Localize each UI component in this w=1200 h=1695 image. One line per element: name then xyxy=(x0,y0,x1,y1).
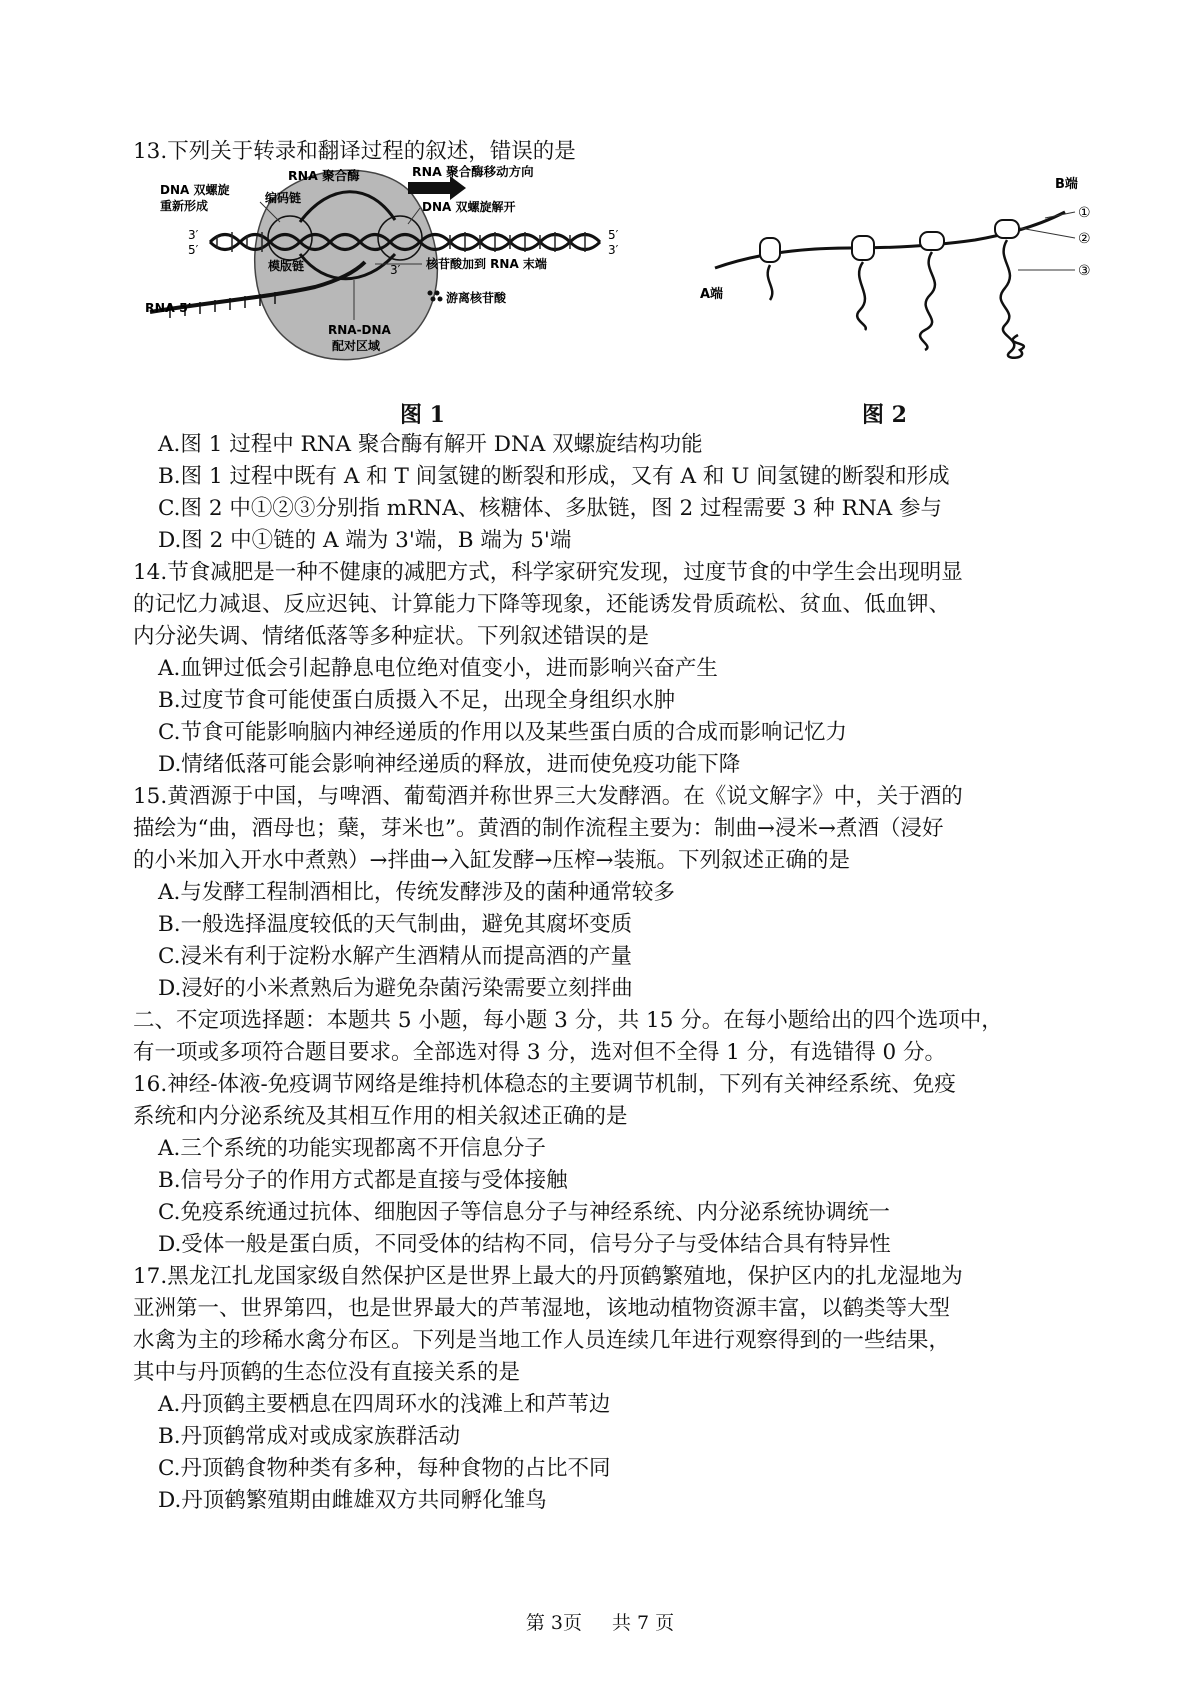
label-pair-2: 配对区域 xyxy=(332,339,381,353)
direction-arrow-icon xyxy=(408,176,466,200)
label-a-end: A端 xyxy=(700,287,724,302)
q17-stem-line-3: 水禽为主的珍稀水禽分布区。下列是当地工作人员连续几年进行观察得到的一些结果， xyxy=(133,1328,951,1353)
q13-option-c: C.图 2 中①②③分别指 mRNA、核糖体、多肽链，图 2 过程需要 3 种 RNA 参与 xyxy=(158,496,943,521)
figure-1-caption: 图 1 xyxy=(400,402,445,428)
q17-stem-line-1: 17.黑龙江扎龙国家级自然保护区是世界上最大的丹顶鹤繁殖地，保护区内的扎龙湿地为 xyxy=(133,1264,963,1289)
label-m2: ② xyxy=(1078,231,1091,247)
q16-option-a: A.三个系统的功能实现都离不开信息分子 xyxy=(158,1136,546,1161)
section2-instructions-line-2: 有一项或多项符合题目要求。全部选对得 3 分，选对但不全得 1 分，有选错得 0 分。 xyxy=(133,1040,947,1065)
q13-stem: 13.下列关于转录和翻译过程的叙述，错误的是 xyxy=(133,139,576,164)
q16-option-c: C.免疫系统通过抗体、细胞因子等信息分子与神经系统、内分泌系统协调统一 xyxy=(158,1200,891,1225)
label-m3: ③ xyxy=(1078,263,1091,279)
figure-2-caption: 图 2 xyxy=(862,402,907,428)
q15-option-b: B.一般选择温度较低的天气制曲，避免其腐坏变质 xyxy=(158,912,633,937)
label-polymerase: RNA 聚合酶 xyxy=(288,168,360,183)
label-m1: ① xyxy=(1078,205,1091,221)
q14-stem-line-2: 的记忆力减退、反应迟钝、计算能力下降等现象，还能诱发骨质疏松、贫血、低血钾、 xyxy=(133,592,951,617)
q17-stem-line-4: 其中与丹顶鹤的生态位没有直接关系的是 xyxy=(133,1360,521,1385)
label-pair-1: RNA-DNA xyxy=(328,323,391,337)
q15-option-c: C.浸米有利于淀粉水解产生酒精从而提高酒的产量 xyxy=(158,944,633,969)
label-free-nt: 游离核苷酸 xyxy=(446,291,507,305)
label-rna5: RNA 5′ xyxy=(145,300,192,315)
q14-stem-line-3: 内分泌失调、情绪低落等多种症状。下列叙述错误的是 xyxy=(133,624,650,649)
label-right-5: 5′ xyxy=(608,228,619,242)
translation-diagram xyxy=(700,170,1110,370)
label-reform-1: DNA 双螺旋 xyxy=(160,183,230,197)
figure-1 xyxy=(145,162,680,398)
section2-instructions-line-1: 二、不定项选择题：本题共 5 小题，每小题 3 分，共 15 分。在每小题给出的四个选项中， xyxy=(133,1008,1003,1033)
polypeptide-chains xyxy=(768,240,1024,358)
label-b-end: B端 xyxy=(1055,177,1078,192)
q14-option-c: C.节食可能影响脑内神经递质的作用以及某些蛋白质的合成而影响记忆力 xyxy=(158,720,848,745)
q13-option-b: B.图 1 过程中既有 A 和 T 间氢键的断裂和形成，又有 A 和 U 间氢键的断裂和形成 xyxy=(158,464,950,489)
q17-option-b: B.丹顶鹤常成对或成家族群活动 xyxy=(158,1424,461,1449)
q17-option-c: C.丹顶鹤食物种类有多种，每种食物的占比不同 xyxy=(158,1456,611,1481)
q14-option-d: D.情绪低落可能会影响神经递质的释放，进而使免疫功能下降 xyxy=(158,752,741,777)
page-total: 共 7 页 xyxy=(612,1612,675,1634)
q14-option-b: B.过度节食可能使蛋白质摄入不足，出现全身组织水肿 xyxy=(158,688,676,713)
q16-stem-line-1: 16.神经-体液-免疫调节网络是维持机体稳态的主要调节机制，下列有关神经系统、免疫 xyxy=(133,1072,956,1097)
q16-option-d: D.受体一般是蛋白质，不同受体的结构不同，信号分子与受体结合具有特异性 xyxy=(158,1232,891,1257)
q15-stem-line-1: 15.黄酒源于中国，与啤酒、葡萄酒并称世界三大发酵酒。在《说文解字》中，关于酒的 xyxy=(133,784,963,809)
q17-option-a: A.丹顶鹤主要栖息在四周环水的浅滩上和芦苇边 xyxy=(158,1392,611,1417)
q16-stem-line-2: 系统和内分泌系统及其相互作用的相关叙述正确的是 xyxy=(133,1104,628,1129)
label-mid-3: 3′ xyxy=(390,263,401,277)
q17-option-d: D.丹顶鹤繁殖期由雌雄双方共同孵化雏鸟 xyxy=(158,1488,547,1513)
q13-option-d: D.图 2 中①链的 A 端为 3'端，B 端为 5'端 xyxy=(158,528,572,553)
q15-option-a: A.与发酵工程制酒相比，传统发酵涉及的菌种通常较多 xyxy=(158,880,675,905)
figure-2 xyxy=(700,170,1110,374)
page-footer xyxy=(0,1608,1200,1635)
ribosomes xyxy=(760,220,1019,262)
label-left-3: 3′ xyxy=(188,228,199,242)
q15-stem-line-2: 描绘为“曲，酒母也；蘖，芽米也”。黄酒的制作流程主要为：制曲→浸米→煮酒（浸好 xyxy=(133,816,944,841)
q14-option-a: A.血钾过低会引起静息电位绝对值变小，进而影响兴奋产生 xyxy=(158,656,718,681)
label-coding: 编码链 xyxy=(265,191,302,205)
q17-stem-line-2: 亚洲第一、世界第四，也是世界最大的芦苇湿地，该地动植物资源丰富，以鹤类等大型 xyxy=(133,1296,951,1321)
label-direction: RNA 聚合酶移动方向 xyxy=(412,164,534,179)
q13-option-a: A.图 1 过程中 RNA 聚合酶有解开 DNA 双螺旋结构功能 xyxy=(158,432,703,457)
label-add-end: 核苷酸加到 RNA 末端 xyxy=(426,257,547,271)
q15-stem-line-3: 的小米加入开水中煮熟）→拌曲→入缸发酵→压榨→装瓶。下列叙述正确的是 xyxy=(133,848,851,873)
transcription-diagram xyxy=(145,162,680,394)
label-unwind: DNA 双螺旋解开 xyxy=(422,200,516,214)
label-left-5: 5′ xyxy=(188,243,199,257)
label-reform-2: 重新形成 xyxy=(160,199,209,213)
label-right-3: 3′ xyxy=(608,243,619,257)
q16-option-b: B.信号分子的作用方式都是直接与受体接触 xyxy=(158,1168,568,1193)
page-number: 第 3页 xyxy=(525,1612,582,1634)
q14-stem-line-1: 14.节食减肥是一种不健康的减肥方式，科学家研究发现，过度节食的中学生会出现明显 xyxy=(133,560,963,585)
q15-option-d: D.浸好的小米煮熟后为避免杂菌污染需要立刻拌曲 xyxy=(158,976,633,1001)
label-template: 模版链 xyxy=(268,259,305,273)
